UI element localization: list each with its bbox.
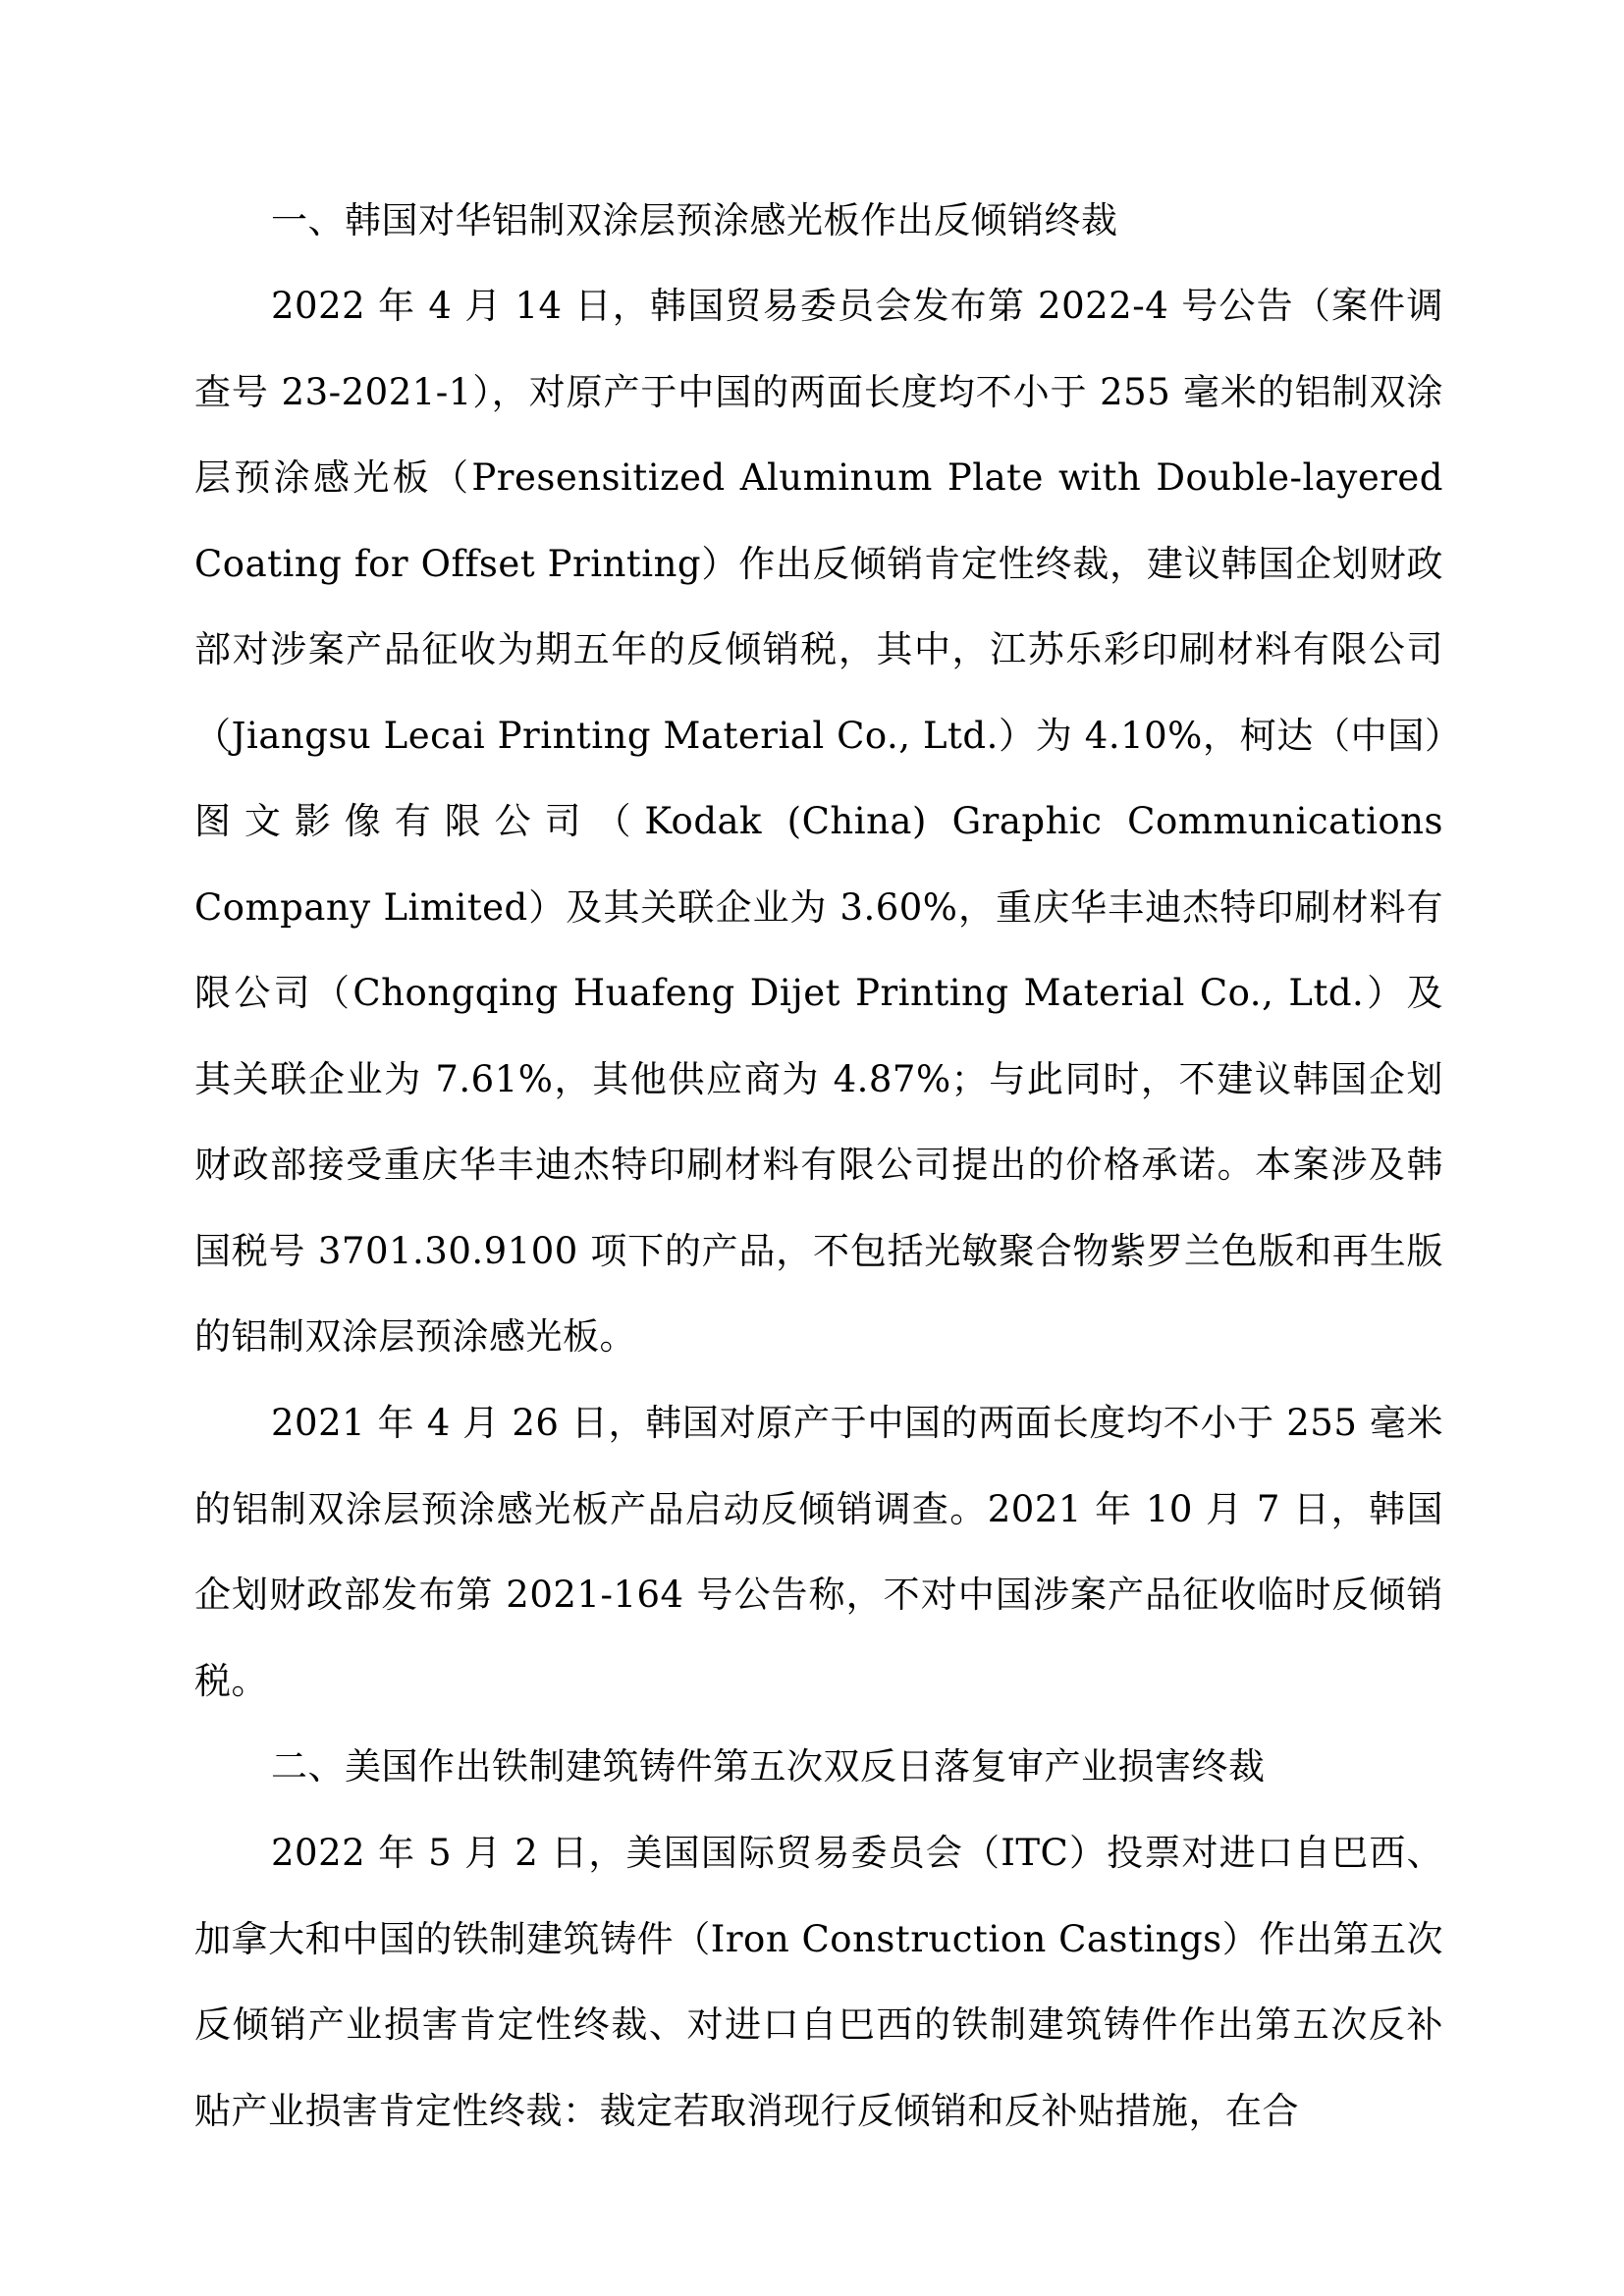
section-1-paragraph-1: 2022 年 4 月 14 日，韩国贸易委员会发布第 2022-4 号公告（案件调查号 23-2021-1），对原产于中国的两面长度均不小于 255 毫米的铝制双涂层预涂感光板（Presensitized Aluminum Plate with Double-layered Coating for Offset Printing）作出反倾销肯定性终裁，建议韩国企划财政部对涉案产品征收为期五年的反倾销税，其中，江苏乐彩印刷材料有限公司（Jiangsu Lecai Printing Material Co., Ltd.）为 4.10%，柯达（中国）图文影像有限公司（Kodak (China) Graphic Communications Company Limited）及其关联企业为 3.60%，重庆华丰迪杰特印刷材料有限公司（Chongqing Huafeng Dijet Printing Material Co., Ltd.）及其关联企业为 7.61%，其他供应商为 4.87%；与此同时，不建议韩国企划财政部接受重庆华丰迪杰特印刷材料有限公司提出的价格承诺。本案涉及韩国税号 3701.30.9100 项下的产品，不包括光敏聚合物紫罗兰色版和再生版的铝制双涂层预涂感光板。 [194,285,1443,1358]
section-2-heading: 二、美国作出铁制建筑铸件第五次双反日落复审产业损害终裁 [271,1745,1266,1788]
section-1-paragraph-2: 2021 年 4 月 26 日，韩国对原产于中国的两面长度均不小于 255 毫米的铝制双涂层预涂感光板产品启动反倾销调查。2021 年 10 月 7 日，韩国企划财政部发布第 2021-164 号公告称，不对中国涉案产品征收临时反倾销税。 [194,1402,1443,1702]
section-1-heading: 一、韩国对华铝制双涂层预涂感光板作出反倾销终裁 [271,199,1118,241]
section-2-paragraph-1: 2022 年 5 月 2 日，美国国际贸易委员会（ITC）投票对进口自巴西、加拿大和中国的铁制建筑铸件（Iron Construction Castings）作出第五次反倾销产业损害肯定性终裁、对进口自巴西的铁制建筑铸件作出第五次反补贴产业损害肯定性终裁：裁定若取消现行反倾销和反补贴措施，在合 [194,1832,1443,2132]
